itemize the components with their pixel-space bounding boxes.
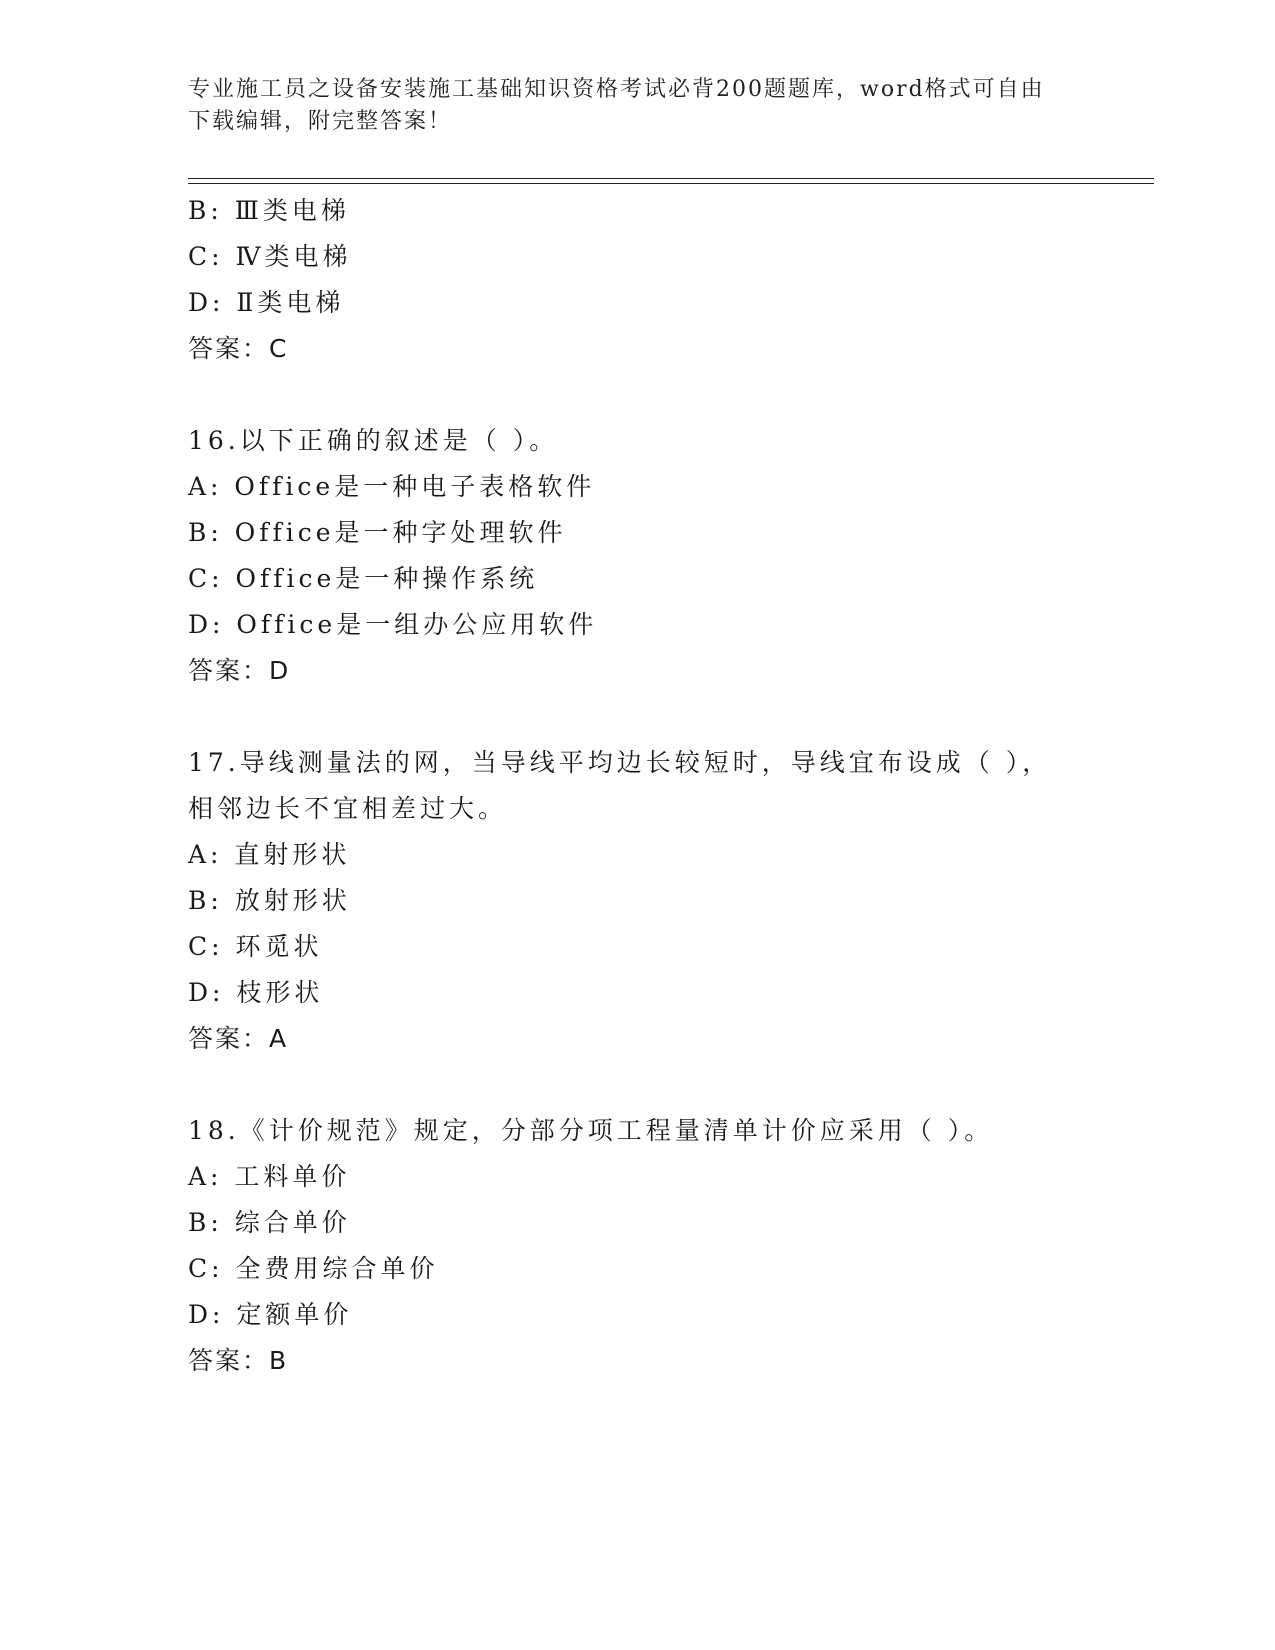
header-rule-top	[188, 178, 1154, 179]
spacer	[188, 372, 1148, 418]
question-text: 16.以下正确的叙述是（ ）。	[188, 426, 559, 455]
option-d: D: 定额单价	[188, 1300, 353, 1329]
header-rule-bottom	[188, 183, 1154, 184]
spacer	[188, 1062, 1148, 1108]
question-15	[188, 188, 1148, 372]
option-a: A: 直射形状	[188, 840, 351, 869]
document-header: 专业施工员之设备安装施工基础知识资格考试必背200题题库，word格式可自由下载编辑，附完整答案！	[188, 77, 1045, 134]
question-text: 17.导线测量法的网，当导线平均边长较短时，导线宜布设成（ ），相邻边长不宜相差过大。	[188, 748, 1052, 823]
question-16	[188, 418, 1148, 694]
option-c: C: 环觅状	[188, 932, 323, 961]
option-d: D: 枝形状	[188, 978, 324, 1007]
answer: 答案：A	[188, 1024, 289, 1053]
option-c: C: Ⅳ类电梯	[188, 242, 352, 271]
document-content	[188, 188, 1148, 1384]
option-b: B: 综合单价	[188, 1208, 351, 1237]
answer: 答案：D	[188, 656, 291, 685]
spacer	[188, 694, 1148, 740]
option-c: C: Office是一种操作系统	[188, 564, 539, 593]
option-a: A: Office是一种电子表格软件	[188, 472, 596, 501]
answer: 答案：B	[188, 1346, 289, 1375]
option-b: B: 放射形状	[188, 886, 351, 915]
option-b: B: Office是一种字处理软件	[188, 518, 567, 547]
option-b: B: Ⅲ类电梯	[188, 196, 350, 225]
option-c: C: 全费用综合单价	[188, 1254, 439, 1283]
question-17	[188, 740, 1148, 1062]
option-a: A: 工料单价	[188, 1162, 351, 1191]
option-d: D: Ⅱ类电梯	[188, 288, 345, 317]
answer: 答案：C	[188, 334, 289, 363]
question-text: 18.《计价规范》规定，分部分项工程量清单计价应采用（ ）。	[188, 1116, 994, 1145]
question-18	[188, 1108, 1148, 1384]
option-d: D: Office是一组办公应用软件	[188, 610, 598, 639]
